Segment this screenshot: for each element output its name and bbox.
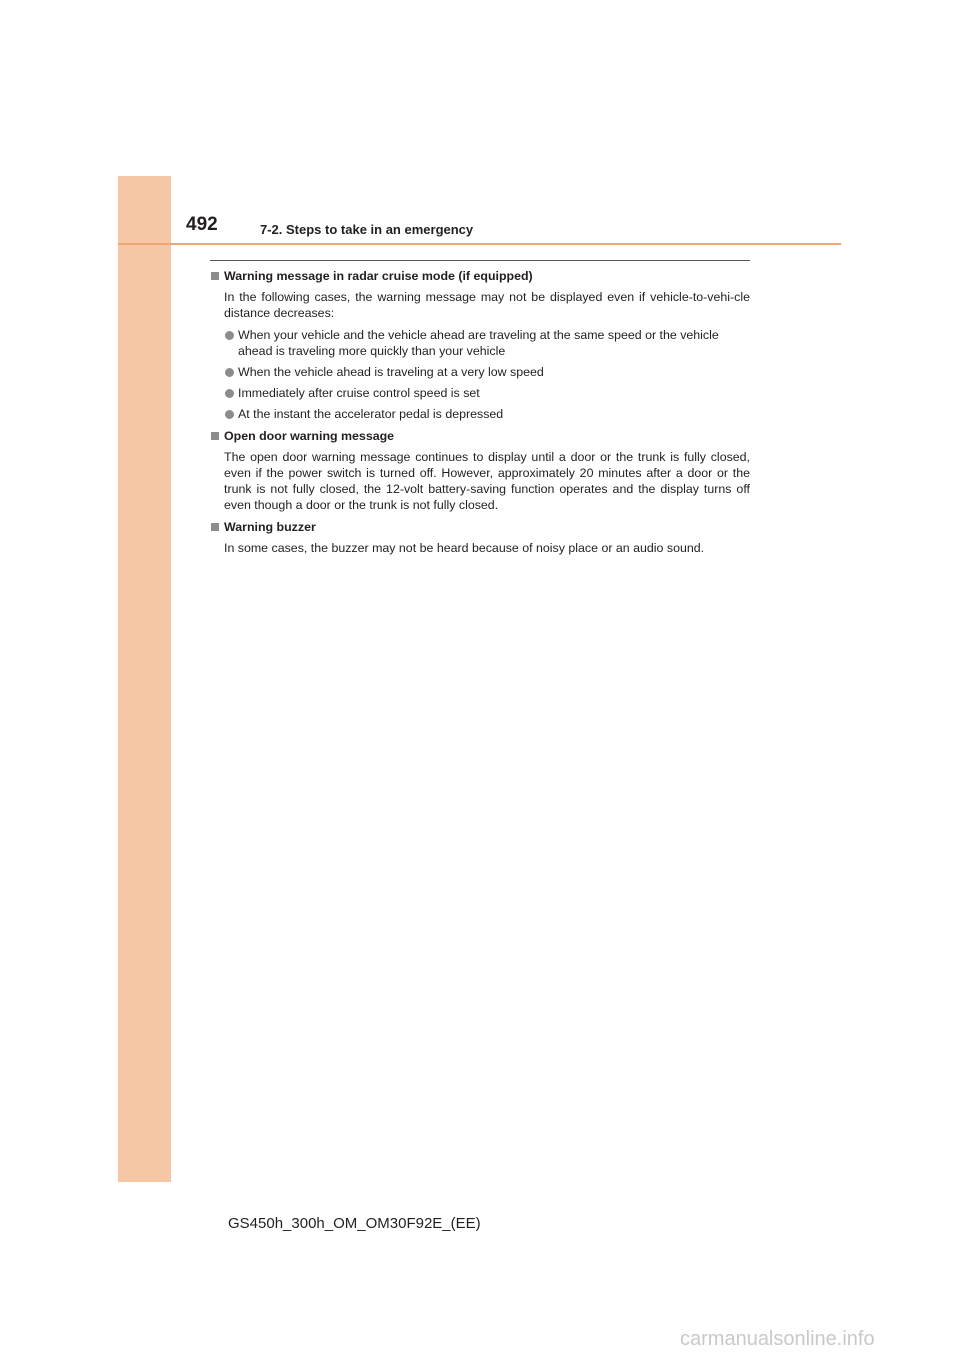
list-item xyxy=(210,385,750,401)
circle-bullet-icon xyxy=(225,368,234,377)
list-item-text: When your vehicle and the vehicle ahead are traveling at the same speed or the vehicle ahead is traveling more quickly than your vehicle xyxy=(238,327,719,358)
square-bullet-icon xyxy=(211,523,219,531)
heading-text: Warning buzzer xyxy=(224,519,316,534)
circle-bullet-icon xyxy=(225,410,234,419)
circle-bullet-icon xyxy=(225,389,234,398)
page-number: 492 xyxy=(186,214,218,235)
section-heading xyxy=(210,428,750,444)
document-id: GS450h_300h_OM_OM30F92E_(EE) xyxy=(228,1215,481,1232)
heading-text: Warning message in radar cruise mode (if equipped) xyxy=(224,269,533,283)
list-item xyxy=(210,327,750,359)
section-heading xyxy=(210,519,750,535)
list-item xyxy=(210,364,750,380)
list-item-text: Immediately after cruise control speed is set xyxy=(238,386,480,401)
section-intro: In the following cases, the warning message may not be displayed even if vehicle-to-vehi-cle distance decreases: xyxy=(224,290,750,321)
list-item-text: At the instant the accelerator pedal is depressed xyxy=(238,407,504,422)
list-item-text: When the vehicle ahead is traveling at a very low speed xyxy=(238,365,544,380)
section-body: In some cases, the buzzer may not be heard because of noisy place or an audio sound. xyxy=(224,540,705,555)
heading-text: Open door warning message xyxy=(224,428,395,443)
header-rule xyxy=(118,243,841,245)
section-heading xyxy=(210,268,750,284)
watermark-link[interactable]: carmanualsonline.info xyxy=(680,1328,875,1350)
square-bullet-icon xyxy=(211,432,219,440)
side-band xyxy=(118,176,171,1182)
section-body: The open door warning message continues to display until a door or the trunk is fully closed, even if the power switch is turned off. However, approximately 20 minutes after a door or the trunk is not fully closed, the 12-volt battery-saving function operates and the display turns off even though a door or the trunk is not fully closed. xyxy=(224,449,750,513)
list-item xyxy=(210,406,750,422)
content-divider xyxy=(210,260,750,261)
square-bullet-icon xyxy=(211,272,219,280)
circle-bullet-icon xyxy=(225,331,234,340)
content xyxy=(210,268,750,556)
section-title: 7-2. Steps to take in an emergency xyxy=(260,222,474,237)
